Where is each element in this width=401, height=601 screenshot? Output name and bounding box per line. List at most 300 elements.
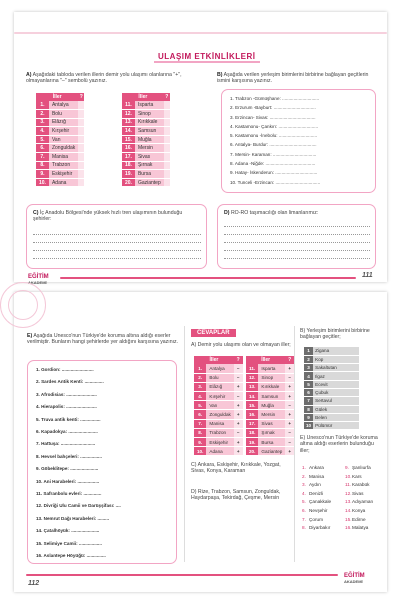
- list-item: 16. Aslantepe Höyüğü: ...............: [36, 553, 106, 559]
- footer-bar: [60, 277, 356, 279]
- answer-line[interactable]: [224, 227, 370, 235]
- table-row: [194, 438, 243, 447]
- list-item: 10. Ani Harabeleri: .................: [36, 478, 100, 484]
- row-number: 8.: [36, 161, 49, 170]
- row-city: Trabzon: [206, 428, 233, 437]
- row-number: 13.: [122, 118, 135, 127]
- illar-table-right: [122, 93, 170, 187]
- item-number: 2.: [302, 473, 306, 479]
- row-city: Bolu: [49, 110, 78, 119]
- row-number: 3.: [36, 118, 49, 127]
- row-city: Bolu: [206, 373, 233, 382]
- answer-cell[interactable]: [164, 161, 170, 170]
- table-row: [304, 388, 359, 396]
- item-number: 11.: [345, 482, 352, 488]
- table-row: [304, 397, 359, 405]
- answers-title: CEVAPLAR: [191, 329, 236, 337]
- table-row: [194, 419, 243, 428]
- answer-cell[interactable]: [78, 161, 84, 170]
- row-city: Kırşehir: [49, 127, 78, 136]
- row-number: 7.: [194, 419, 206, 428]
- list-item: [345, 481, 373, 490]
- row-city: Sivas: [135, 153, 164, 162]
- item-city: Şanlıurfa: [352, 465, 371, 470]
- row-number: 8.: [194, 428, 206, 437]
- item-city: Konya: [352, 507, 366, 513]
- publisher-logo: [344, 573, 365, 585]
- logo-name: EĞİTİM: [344, 573, 365, 579]
- row-answer: +: [285, 364, 294, 373]
- row-number: 2.: [194, 373, 206, 382]
- list-item: [345, 490, 373, 499]
- table-header-iller: İller: [246, 356, 285, 364]
- row-number: 9.: [36, 170, 49, 179]
- answers-a: A) Demir yolu ulaşımı olan ve olmayan iller;: [191, 342, 291, 348]
- answer-cell[interactable]: [164, 178, 170, 187]
- row-number: 9: [304, 413, 313, 421]
- row-number: 18.: [122, 161, 135, 170]
- row-answer: +: [234, 447, 243, 456]
- row-number: 17.: [122, 153, 135, 162]
- table-row: [304, 405, 359, 413]
- row-number: 5.: [36, 135, 49, 144]
- row-number: 11.: [246, 364, 258, 373]
- question-b: [217, 72, 381, 85]
- row-city: Mersin: [135, 144, 164, 153]
- item-city: Ankara: [309, 465, 324, 470]
- row-number: 16.: [246, 410, 258, 419]
- answer-cell[interactable]: [78, 170, 84, 179]
- row-answer: –: [234, 373, 243, 382]
- item-number: 4.: [302, 490, 306, 496]
- question-c-label: C): [33, 210, 39, 216]
- question-d: [224, 210, 372, 216]
- row-number: 1.: [36, 101, 49, 110]
- table-header-q: ?: [79, 94, 83, 100]
- row-answer: +: [234, 419, 243, 428]
- answers-e-right: [345, 464, 373, 533]
- table-row: [36, 127, 84, 136]
- logo-name: EĞİTİM: [28, 274, 49, 280]
- row-city: Sivas: [258, 419, 285, 428]
- footer-bar: [26, 574, 338, 576]
- row-number: 13.: [246, 382, 258, 391]
- row-number: 2.: [36, 110, 49, 119]
- row-number: 10.: [194, 447, 206, 456]
- table-row: [122, 135, 170, 144]
- row-answer: +: [285, 382, 294, 391]
- answer-cell[interactable]: [164, 144, 170, 153]
- row-city: Kırıkkale: [135, 118, 164, 127]
- item-number: 9.: [345, 465, 349, 470]
- question-b-list: [230, 94, 320, 187]
- row-city: Şırnak: [135, 161, 164, 170]
- table-row: [36, 110, 84, 119]
- table-row: [246, 401, 294, 410]
- answer-cell[interactable]: [164, 101, 170, 110]
- table-header-q: ?: [165, 94, 169, 100]
- table-row: [194, 364, 243, 373]
- table-row: [304, 422, 359, 430]
- row-city: Muğla: [258, 401, 285, 410]
- list-item: 7. Hattuşa: ...........................: [36, 441, 96, 447]
- page-112: [14, 292, 387, 592]
- illar-table-left: [36, 93, 84, 187]
- answer-cell[interactable]: [78, 127, 84, 136]
- table-row: [122, 144, 170, 153]
- answer-cell[interactable]: [164, 170, 170, 179]
- table-row: [246, 438, 294, 447]
- list-item: 6. Kapadokya: .......................: [36, 429, 98, 435]
- table-row: [122, 170, 170, 179]
- answers-table-right: [246, 356, 294, 456]
- answers-e: E) Unesco'nun Türkiye'de koruma altına aldığı eserlerin bulunduğu iller;: [300, 435, 378, 454]
- question-a: [26, 72, 198, 85]
- answer-cell[interactable]: [78, 153, 84, 162]
- row-number: 12.: [246, 373, 258, 382]
- table-row: [194, 392, 243, 401]
- table-row: [36, 101, 84, 110]
- answer-cell[interactable]: [164, 153, 170, 162]
- row-number: 6.: [194, 410, 206, 419]
- row-answer: –: [285, 438, 294, 447]
- row-pass: Ecevit: [313, 380, 359, 388]
- list-item: 8. Adana -Niğde: .......................................: [230, 161, 316, 167]
- row-number: 2: [304, 355, 313, 363]
- answer-line[interactable]: [224, 235, 370, 243]
- page-number: 111: [362, 272, 373, 279]
- logo-sub: AKADEMİ: [344, 579, 363, 584]
- table-row: [304, 355, 359, 363]
- table-row: [122, 153, 170, 162]
- question-e: [27, 333, 179, 346]
- row-city: Bursa: [258, 438, 285, 447]
- item-city: Çorum: [309, 516, 324, 522]
- row-answer: +: [285, 410, 294, 419]
- row-city: Samsun: [135, 127, 164, 136]
- row-number: 8: [304, 405, 313, 413]
- row-city: Kırıkkale: [258, 382, 285, 391]
- row-number: 5.: [194, 401, 206, 410]
- item-number: 15.: [345, 516, 352, 522]
- answer-line[interactable]: [33, 243, 201, 251]
- answer-line[interactable]: [224, 243, 370, 251]
- list-item: 6. Antalya- Burdur: .....................................: [230, 142, 317, 148]
- table-row: [246, 373, 294, 382]
- row-answer: –: [285, 401, 294, 410]
- table-row: [304, 380, 359, 388]
- item-city: Karabük: [352, 482, 370, 488]
- item-number: 16.: [345, 525, 352, 531]
- question-d-label: D): [224, 210, 230, 216]
- item-city: Diyarbakır: [309, 525, 331, 531]
- row-city: Eskişehir: [206, 438, 233, 447]
- answer-cell[interactable]: [164, 127, 170, 136]
- table-row: [246, 419, 294, 428]
- question-a-text: Aşağıdaki tabloda verilen illerin demir yolu ulaşımı olanlarına "+", olmayanlarına "–" sembolü yazınız.: [26, 72, 182, 85]
- table-row: [36, 161, 84, 170]
- table-row: [36, 170, 84, 179]
- table-row: [194, 382, 243, 391]
- table-row: [194, 401, 243, 410]
- row-city: Gaziantep: [135, 178, 164, 187]
- item-number: 10.: [345, 473, 352, 479]
- row-number: 4: [304, 372, 313, 380]
- question-b-text: Aşağıda verilen yerleşim birimlerini birbirine bağlayan geçitlerin ismini karşısına yazınız.: [217, 72, 369, 85]
- list-item: 2. Sardes Antik Kenti: ...............: [36, 379, 104, 385]
- row-city: Gaziantep: [258, 447, 285, 456]
- row-number: 11.: [122, 101, 135, 110]
- list-item: [345, 507, 373, 516]
- row-pass: Kop: [313, 355, 359, 363]
- row-number: 6.: [36, 144, 49, 153]
- row-number: 9.: [194, 438, 206, 447]
- table-row: [36, 118, 84, 127]
- item-city: Nevşehir: [309, 507, 328, 513]
- row-number: 1: [304, 347, 313, 355]
- table-row: [246, 382, 294, 391]
- list-item: 9. Göbeklitepe: ......................: [36, 466, 99, 472]
- item-number: 5.: [302, 499, 306, 505]
- table-row: [194, 373, 243, 382]
- row-city: Sinop: [135, 110, 164, 119]
- answer-line[interactable]: [224, 251, 370, 259]
- logo-sub: AKADEMİ: [28, 280, 47, 285]
- item-city: Adıyaman: [352, 499, 374, 505]
- row-city: Adana: [49, 178, 78, 187]
- item-city: Çanakkale: [309, 499, 332, 505]
- list-item: [302, 498, 331, 507]
- list-item: 2. Erzurum -Bayburt: .................................: [230, 105, 316, 111]
- row-answer: –: [234, 428, 243, 437]
- question-c-box: [26, 204, 207, 269]
- top-divider: [14, 32, 387, 34]
- answer-cell[interactable]: [78, 118, 84, 127]
- question-d-answer-lines[interactable]: [224, 219, 370, 259]
- question-e-box: [27, 360, 177, 564]
- row-answer: +: [234, 401, 243, 410]
- row-number: 20.: [246, 447, 258, 456]
- list-item: 4. Kastamonu- Çankırı: ...............................: [230, 123, 319, 129]
- list-item: 8. Hevsel bahçeleri: .................: [36, 453, 102, 459]
- row-number: 15.: [122, 135, 135, 144]
- list-item: 13. Nemrut Dağı Harabeleri: .........: [36, 515, 110, 521]
- answer-line[interactable]: [224, 219, 370, 227]
- list-item: [345, 473, 373, 482]
- answer-cell[interactable]: [164, 135, 170, 144]
- row-number: 16.: [122, 144, 135, 153]
- row-city: Samsun: [258, 392, 285, 401]
- question-c-answer-lines[interactable]: [33, 227, 201, 259]
- item-city: Edirne: [352, 516, 366, 522]
- table-row: [246, 410, 294, 419]
- list-item: [302, 481, 331, 490]
- row-city: Elâzığ: [49, 118, 78, 127]
- answer-line[interactable]: [33, 251, 201, 259]
- table-row: [122, 101, 170, 110]
- answer-cell[interactable]: [78, 144, 84, 153]
- item-number: 6.: [302, 507, 306, 513]
- row-number: 7: [304, 397, 313, 405]
- row-number: 3.: [194, 382, 206, 391]
- item-number: 1.: [302, 465, 306, 470]
- row-number: 19.: [122, 170, 135, 179]
- list-item: 5. Truva antik kenti: ................: [36, 416, 101, 422]
- table-row: [36, 178, 84, 187]
- list-item: 11. Safranbolu evleri: ..............: [36, 491, 102, 497]
- table-row: [246, 428, 294, 437]
- table-header-iller: İller: [36, 93, 78, 101]
- answers-d: D) Rize, Trabzon, Samsun, Zonguldak, Haydarpaşa, Tekirdağ, Çeşme, Mersin: [191, 489, 281, 502]
- list-item: 3. Afrodisias: ........................: [36, 391, 97, 397]
- list-item: 7. Mersin- Karaman: ..................................: [230, 151, 317, 157]
- list-item: [345, 464, 373, 473]
- column-divider: [184, 326, 185, 562]
- row-city: Manisa: [49, 153, 78, 162]
- list-item: 3. Erzincan- Sivas: ....................................: [230, 114, 316, 120]
- table-row: [304, 364, 359, 372]
- table-row: [246, 447, 294, 456]
- item-city: Denizli: [309, 490, 324, 496]
- page-title: ULAŞIM ETKİNLİKLERİ: [154, 52, 260, 63]
- row-city: Muğla: [135, 135, 164, 144]
- list-item: [302, 490, 331, 499]
- row-answer: –: [285, 373, 294, 382]
- row-number: 12.: [122, 110, 135, 119]
- table-row: [246, 364, 294, 373]
- row-pass: Sertavul: [313, 397, 359, 405]
- list-item: 4. Hierapolis: ........................: [36, 404, 97, 410]
- answers-table-left: [194, 356, 243, 456]
- list-item: 1. Trabzon -Gümüşhane: .............................: [230, 96, 320, 101]
- row-city: Van: [49, 135, 78, 144]
- answer-line[interactable]: [33, 227, 201, 235]
- table-row: [122, 178, 170, 187]
- row-number: 10: [306, 423, 312, 429]
- question-e-label: E): [27, 333, 33, 339]
- item-city: Manisa: [309, 473, 325, 479]
- table-row: [246, 392, 294, 401]
- list-item: [345, 516, 373, 525]
- answers-b-table: [304, 347, 359, 430]
- row-city: Antalya: [206, 364, 233, 373]
- list-item: 9. Hatay- İskenderun: .................................: [230, 170, 318, 176]
- row-answer: +: [285, 419, 294, 428]
- question-c: [33, 210, 201, 223]
- question-d-box: [217, 204, 376, 269]
- row-pass: Sakaltutan: [313, 364, 359, 372]
- list-item: 10. Tunceli -Erzincan: ...................................: [230, 179, 321, 185]
- page-111: [14, 12, 387, 285]
- table-row: [194, 447, 243, 456]
- answer-cell[interactable]: [78, 110, 84, 119]
- row-number: 17.: [246, 419, 258, 428]
- page-number: 112: [28, 580, 40, 587]
- row-city: Isparta: [258, 364, 285, 373]
- answer-cell[interactable]: [164, 110, 170, 119]
- list-item: [345, 524, 373, 533]
- question-b-box: [221, 89, 376, 193]
- list-item: 12. Divriği Ulu Camii ve Darüşşifası: ....: [36, 503, 121, 509]
- row-answer: +: [285, 447, 294, 456]
- row-pass: Gülek: [313, 405, 359, 413]
- row-pass: Zigana: [313, 347, 359, 355]
- row-number: 3: [304, 364, 313, 372]
- item-city: Sivas: [352, 490, 364, 496]
- row-city: Şırnak: [258, 428, 285, 437]
- row-city: Bursa: [135, 170, 164, 179]
- row-city: Van: [206, 401, 233, 410]
- question-c-text: İç Anadolu Bölgesi'nde yüksek hızlı tren ulaşımının bulunduğu şehirler:: [33, 210, 183, 223]
- row-number: 14.: [246, 392, 258, 401]
- item-number: 14.: [345, 507, 352, 513]
- list-item: 14. Çatalhöyük: ......................: [36, 528, 100, 534]
- table-row: [36, 135, 84, 144]
- table-header-iller: İller: [122, 93, 164, 101]
- table-row: [122, 127, 170, 136]
- row-answer: –: [234, 392, 243, 401]
- question-e-list: [36, 364, 121, 563]
- list-item: [302, 507, 331, 516]
- table-row: [304, 372, 359, 380]
- row-city: Antalya: [49, 101, 78, 110]
- decor-circle: [8, 290, 38, 320]
- list-item: 15. Selimiye Camii: ..................: [36, 540, 102, 546]
- list-item: 1. Gordion: .........................: [36, 367, 94, 372]
- row-answer: +: [234, 382, 243, 391]
- answers-e-left: [302, 464, 331, 533]
- row-number: 5: [304, 380, 313, 388]
- row-city: Zonguldak: [49, 144, 78, 153]
- table-row: [36, 153, 84, 162]
- row-city: Isparta: [135, 101, 164, 110]
- row-city: Zonguldak: [206, 410, 233, 419]
- row-city: Eskişehir: [49, 170, 78, 179]
- item-number: 8.: [302, 525, 306, 531]
- row-number: 18.: [246, 428, 258, 437]
- question-d-text: RO-RO taşımacılığı olan limanlarımız:: [230, 210, 319, 216]
- table-row: [194, 428, 243, 437]
- answer-cell[interactable]: [78, 101, 84, 110]
- row-number: 6: [304, 388, 313, 396]
- row-number: 10.: [36, 178, 49, 187]
- question-e-text: Aşağıda Unesco'nun Türkiye'de koruma altına aldığı eserler verilmiştir. Bunların hangi şehirlerde yer aldığını karşısına yazınız.: [27, 333, 179, 346]
- item-city: Malatya: [352, 525, 369, 531]
- answer-line[interactable]: [33, 235, 201, 243]
- list-item: [302, 524, 331, 533]
- row-number: 15.: [246, 401, 258, 410]
- row-number: 4.: [194, 392, 206, 401]
- row-city: Sinop: [258, 373, 285, 382]
- item-number: 12.: [345, 490, 352, 496]
- answer-cell[interactable]: [164, 118, 170, 127]
- row-city: Adana: [206, 447, 233, 456]
- row-pass: Çubuk: [313, 388, 359, 396]
- table-row: [304, 413, 359, 421]
- row-pass: Belen: [313, 413, 359, 421]
- list-item: [302, 464, 331, 473]
- table-header-q: ?: [234, 356, 243, 364]
- table-row: [122, 118, 170, 127]
- question-b-label: B): [217, 72, 223, 78]
- answers-c: C) Ankara, Eskişehir, Kırıkkale, Yozgat, Sivas, Konya, Karaman: [191, 462, 281, 475]
- answer-cell[interactable]: [78, 135, 84, 144]
- row-pass: Pülümür: [313, 422, 359, 430]
- answer-cell[interactable]: [78, 178, 84, 187]
- list-item: [302, 473, 331, 482]
- question-a-label: A): [26, 72, 32, 78]
- row-city: Kırşehir: [206, 392, 233, 401]
